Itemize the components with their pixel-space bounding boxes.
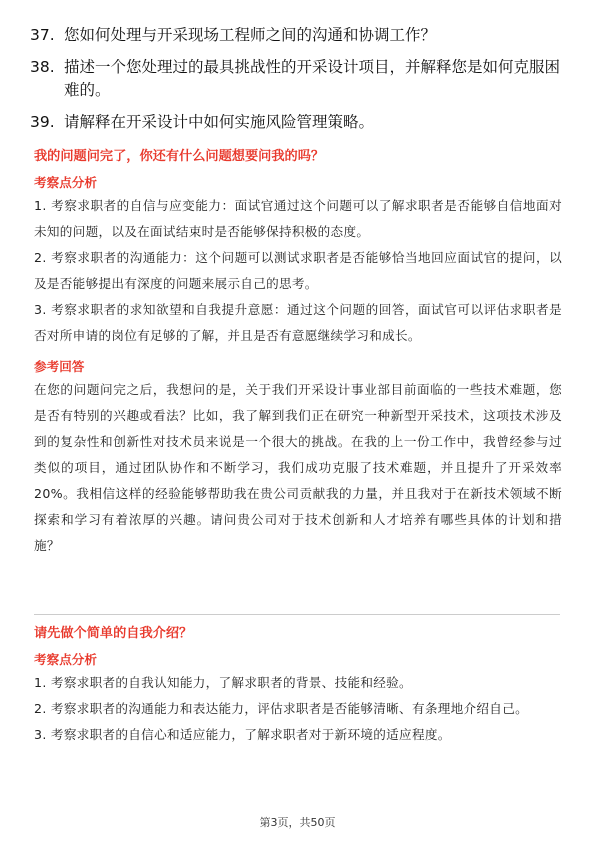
section-closing-question [34,147,562,559]
analysis-point: 2. 考察求职者的沟通能力和表达能力，评估求职者是否能够清晰、有条理地介绍自己。 [34,701,528,716]
question-list [30,24,570,143]
section-self-intro [34,624,562,748]
question-item [30,24,570,47]
page-footer: 第3页，共50页 [259,816,336,829]
question-number: 39. [30,113,55,131]
question-text: 描述一个您处理过的最具挑战性的开采设计项目，并解释您是如何克服困难的。 [64,58,561,99]
section-title: 请先做个简单的自我介绍？ [34,626,193,641]
analysis-heading: 考察点分析 [34,652,97,667]
question-item [30,56,570,102]
question-text: 请解释在开采设计中如何实施风险管理策略。 [64,113,375,131]
answer-text: 在您的问题问完之后，我想问的是，关于我们开采设计事业部目前面临的一些技术难题，您是否有特别的兴趣或看法？比如，我了解到我们正在研究一种新型开采技术，这项技术涉及到的复杂性和创新性对技术员来说是一个很大的挑战。在我的上一份工作中，我曾经参与过类似的项目，通过团队协作和不断学习，我们成功克服了技术难题，并且提升了开采效率20%。我相信这样的经验能够帮助我在贵公司贡献我的力量，并且我对于在新技术领域不断探索和学习有着浓厚的兴趣。请问贵公司对于技术创新和人才培养有哪些具体的计划和措施？ [34,382,562,553]
question-number: 37. [30,26,55,44]
analysis-point: 2. 考察求职者的沟通能力：这个问题可以测试求职者是否能够恰当地回应面试官的提问，以及是否能够提出有深度的问题来展示自己的思考。 [34,250,562,291]
analysis-point: 1. 考察求职者的自我认知能力，了解求职者的背景、技能和经验。 [34,675,412,690]
analysis-point: 3. 考察求职者的自信心和适应能力，了解求职者对于新环境的适应程度。 [34,727,451,742]
answer-heading: 参考回答 [34,359,85,374]
question-item [30,111,570,134]
analysis-point: 3. 考察求职者的求知欲望和自我提升意愿：通过这个问题的回答，面试官可以评估求职者是否对所申请的岗位有足够的了解，并且是否有意愿继续学习和成长。 [34,302,562,343]
question-number: 38. [30,58,55,76]
analysis-point: 1. 考察求职者的自信与应变能力：面试官通过这个问题可以了解求职者是否能够自信地面对未知的问题，以及在面试结束时是否能够保持积极的态度。 [34,198,562,239]
section-title: 我的问题问完了，你还有什么问题想要问我的吗？ [34,149,325,164]
analysis-heading: 考察点分析 [34,175,97,190]
question-text: 您如何处理与开采现场工程师之间的沟通和协调工作？ [64,26,437,44]
section-divider [34,614,560,615]
